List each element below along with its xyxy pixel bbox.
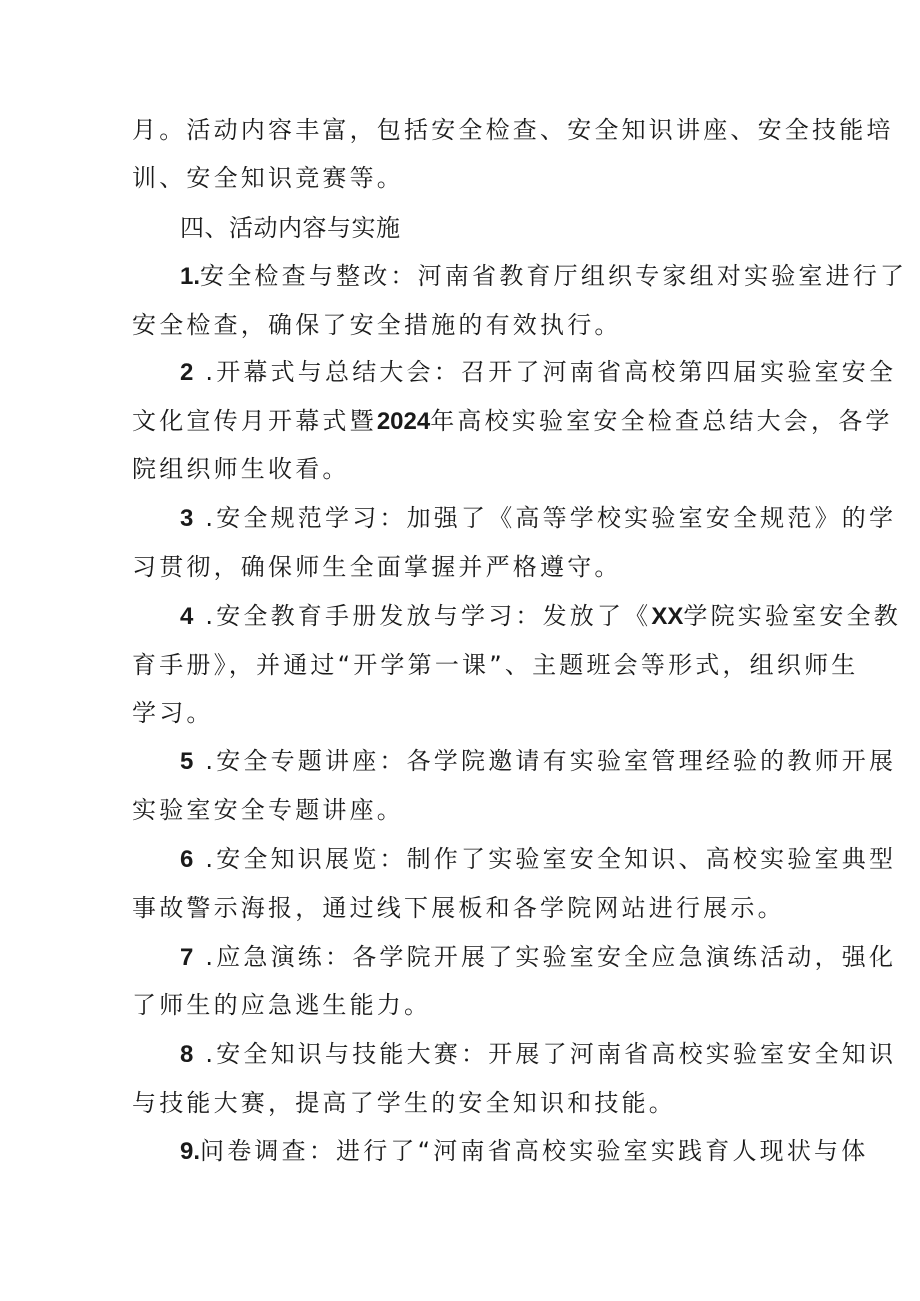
- item-9-line-1: [180, 1135, 868, 1168]
- item-6-line-2: 事故警示海报，通过线下展板和各学院网站进行展示。: [132, 894, 785, 922]
- item-3-text: .安全规范学习：加强了《高等学校实验室安全规范》的学: [205, 504, 897, 532]
- item-5-line-2: 实验室安全专题讲座。: [132, 796, 404, 824]
- item-4-xx: XX: [651, 603, 684, 630]
- item-4-number: 4: [180, 603, 194, 630]
- item-7-text: .应急演练：各学院开展了实验室安全应急演练活动，强化: [205, 943, 897, 971]
- item-9-number: 9.: [180, 1138, 201, 1165]
- item-6-text: .安全知识展览：制作了实验室安全知识、高校实验室典型: [205, 845, 897, 873]
- item-1-line-2: 安全检查，确保了安全措施的有效执行。: [132, 311, 622, 339]
- intro-line-2: 训、安全知识竞赛等。: [132, 164, 404, 192]
- item-1-line-1: [180, 260, 907, 293]
- item-3-number: 3: [180, 505, 194, 532]
- item-8-line-1: [180, 1038, 896, 1071]
- item-9-text: 问卷调查：进行了“河南省高校实验室实践育人现状与体: [200, 1137, 869, 1165]
- section-heading: 四、活动内容与实施: [180, 214, 401, 242]
- item-2-line-3: 院组织师生收看。: [132, 455, 350, 483]
- item-3-line-1: [180, 502, 896, 535]
- item-8-line-2: 与技能大赛，提高了学生的安全知识和技能。: [132, 1089, 676, 1117]
- item-4-line-1: [180, 600, 901, 633]
- item-4-line-2: 育手册》，并通过“开学第一课”、主题班会等形式，组织师生: [132, 651, 859, 679]
- item-5-line-1: [180, 745, 896, 778]
- item-4-line-1-part-a: .安全教育手册发放与学习：发放了《: [205, 602, 652, 630]
- item-5-text: .安全专题讲座：各学院邀请有实验室管理经验的教师开展: [205, 747, 897, 775]
- item-2-line-2-part-b: 年高校实验室安全检查总结大会，各学: [430, 407, 893, 435]
- item-6-number: 6: [180, 846, 194, 873]
- item-4-line-1-part-b: 学院实验室安全教: [683, 602, 902, 630]
- item-2-line-1: [180, 356, 896, 389]
- item-2-number: 2: [180, 359, 194, 386]
- item-6-line-1: [180, 843, 896, 876]
- item-2-line-2-part-a: 文化宣传月开幕式暨: [132, 407, 377, 435]
- item-4-line-3: 学习。: [132, 699, 214, 727]
- item-2-year: 2024: [376, 408, 431, 435]
- intro-line-1: 月。活动内容丰富，包括安全检查、安全知识讲座、安全技能培: [132, 116, 894, 144]
- item-1-text: 安全检查与整改：河南省教育厅组织专家组对实验室进行了: [200, 262, 908, 290]
- item-3-line-2: 习贯彻，确保师生全面掌握并严格遵守。: [132, 553, 622, 581]
- item-8-number: 8: [180, 1041, 194, 1068]
- item-7-line-1: [180, 941, 896, 974]
- item-7-line-2: 了师生的应急逃生能力。: [132, 991, 432, 1019]
- item-5-number: 5: [180, 748, 194, 775]
- item-8-text: .安全知识与技能大赛：开展了河南省高校实验室安全知识: [205, 1040, 897, 1068]
- item-2-text: .开幕式与总结大会：召开了河南省高校第四届实验室安全: [205, 358, 897, 386]
- item-7-number: 7: [180, 944, 194, 971]
- item-1-number: 1.: [180, 263, 201, 290]
- item-2-line-2: [132, 405, 893, 438]
